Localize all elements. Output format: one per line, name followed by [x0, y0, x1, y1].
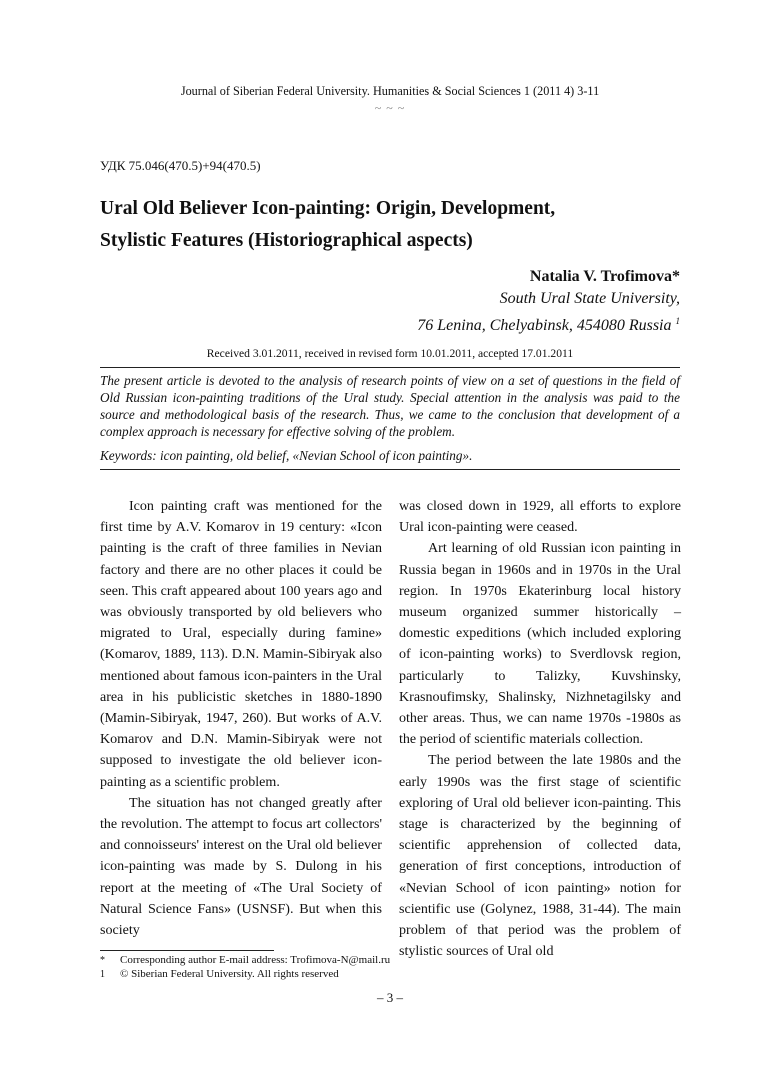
- article-title: [100, 193, 690, 257]
- footnote: [100, 954, 390, 967]
- page-number: – 3 –: [377, 990, 403, 1005]
- author-block: [417, 266, 680, 337]
- footnote: [100, 968, 339, 981]
- title-line-1: Ural Old Believer Icon-painting: Origin, Development,: [100, 198, 556, 219]
- abstract-bottom-rule: [100, 469, 680, 470]
- author-name: Natalia V. Trofimova*: [529, 268, 680, 285]
- keywords: Keywords: icon painting, old belief, «Nevian School of icon painting».: [100, 448, 473, 463]
- author-affiliation-1: South Ural State University,: [499, 290, 680, 307]
- abstract-top-rule: [100, 367, 680, 368]
- paragraph: was closed down in 1929, all efforts to explore Ural icon-painting were ceased.: [399, 498, 681, 536]
- header-ornament: ~ ~ ~: [374, 101, 406, 115]
- paragraph: Icon painting craft was mentioned for the first time by A.V. Komarov in 19 century: «Icon painting is the craft of three families in Nevian factory and there are no other places it could be seen. This craft appeared about 100 years ago and was obviously transported by old believers who migrated to Ural, especially during famine» (Komarov, 1889, 113). D.N. Mamin-Sibiryak also mentioned about famous icon-painters in the Ural area in his publicistic sketches in 1880-1890 (Mamin-Sibiryak, 1947, 260). But works of A.V. Komarov and D.N. Mamin-Sibiryak were not supposed to investigate the old believer icon-painting as a scientific problem.: [100, 498, 382, 790]
- paragraph: Art learning of old Russian icon painting in Russia began in 1960s and in 1970s in the Ural region. In 1970s Ekaterinburg local history museum organized summer historically – domestic expeditions (which included exploring of icon-painting works) to Sverdlovsk region, particularly to Talizky, Kuvshinsky, Krasnoufimsky, Shalinsky, Nizhnetagilsky and other areas. Thus, we can name 1970s -1980s as the period of scientific materials collection.: [399, 540, 681, 748]
- footnote-mark: *: [100, 955, 105, 966]
- paragraph: The situation has not changed greatly after the revolution. The attempt to focus art collectors' and connoisseurs' interest on the Ural old believer icon-painting was made by S. Dulong in his report at the meeting of «The Ural Society of Natural Science Fans» (USNSF). But when this society: [100, 794, 382, 939]
- journal-header: Journal of Siberian Federal University. Humanities & Social Sciences 1 (2011 4) 3-11: [180, 84, 600, 98]
- received-dates: Received 3.01.2011, received in revised form 10.01.2011, accepted 17.01.2011: [206, 347, 574, 360]
- footnote-rule: [100, 950, 274, 951]
- body-column-right: [399, 496, 681, 962]
- title-line-2: Stylistic Features (Historiographical aspects): [100, 230, 473, 251]
- abstract: The present article is devoted to the analysis of research points of view on a set of questions in the field of Old Russian icon-painting traditions of the Ural study. Special attention in the analysis was paid to the source and methodological basis of the research. Thus, we came to the conclusion that development of a complex approach is necessary for effective solving of the problem.: [100, 373, 680, 439]
- footnote-text: Corresponding author E-mail address: Trofimova-N@mail.ru: [120, 954, 391, 966]
- paragraph: The period between the late 1980s and the early 1990s was the first stage of scientific exploring of Ural old believer icon-painting. This stage is characterized by the beginning of scientific apprehension of collected data, generation of first conceptions, introduction of «Nevian School of icon painting» notion for scientific use (Golynez, 1988, 31-44). The main problem of that period was the problem of stylistic sources of Ural old: [399, 752, 681, 960]
- udc-code: УДК 75.046(470.5)+94(470.5): [100, 158, 261, 173]
- footnote-text: © Siberian Federal University. All rights reserved: [120, 968, 339, 980]
- affiliation-address: 76 Lenina, Chelyabinsk, 454080 Russia: [417, 317, 672, 334]
- footnote-mark: 1: [100, 969, 105, 980]
- body-column-left: [100, 496, 382, 941]
- author-affiliation-2: [417, 310, 680, 337]
- affiliation-mark: 1: [675, 316, 680, 326]
